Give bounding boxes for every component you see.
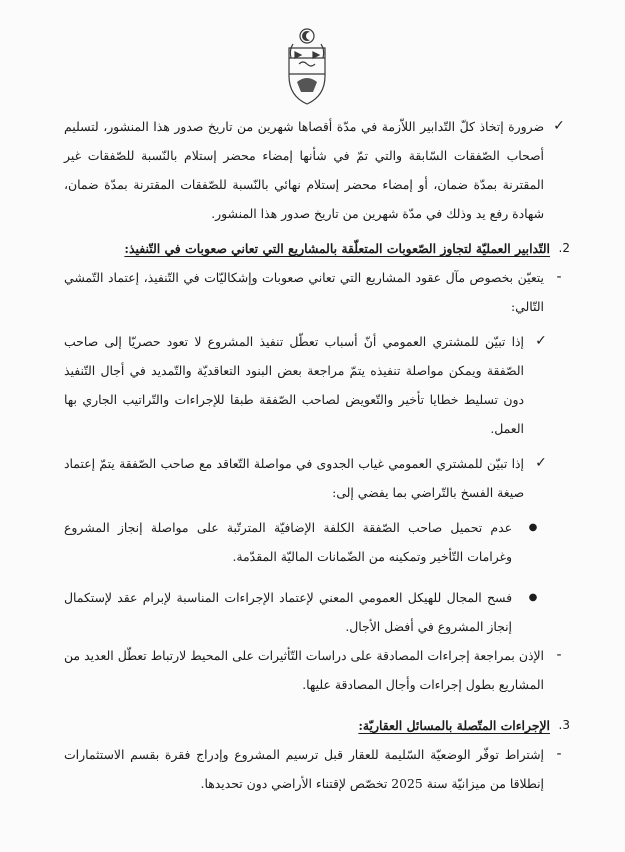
section-heading-2 [64,234,570,263]
section-number: 2. [558,241,570,255]
check-icon: ✓ [535,333,547,349]
item-text: فسح المجال للهيكل العمومي المعني لإعتماد الإجراءات المناسبة لإبرام عقد لإستكمال إنجاز المشروع في أفضل الأجال. [64,590,512,634]
dash-item [64,641,570,699]
dash-icon: - [556,746,562,762]
bullet-icon: ● [528,522,538,533]
item-text: الإذن بمراجعة إجراءات المصادقة على دراسات التّأثيرات على المحيط لارتباط تعطّل العديد من المشاريع بطول إجراءات وأجال المصادقة عليها. [64,648,544,692]
section-heading-3 [64,711,570,740]
check-item [64,449,570,507]
section-number: 3. [558,718,570,732]
bullet-icon: ● [528,592,538,603]
section-title: الإجراءات المتّصلة بالمسائل العقاريّة: [358,718,550,733]
check-icon: ✓ [553,118,565,134]
item-text: يتعيّن بخصوص مآل عقود المشاريع التي تعاني صعوبات وإشكاليّات في التّنفيذ، إعتماد التّمشي التّالي: [64,270,544,314]
check-item [64,327,570,443]
dash-item [64,740,570,798]
item-text: إذا تبيّن للمشتري العمومي غياب الجدوى في مواصلة التّعاقد مع صاحب الصّفقة يتمّ إعتماد صيغة الفسخ بالتّراضي بما يفضي إلى: [64,456,524,500]
dash-icon: - [556,647,562,663]
bullet-item [64,513,570,571]
check-icon: ✓ [535,455,547,471]
dash-icon: - [556,269,562,285]
item-text: عدم تحميل صاحب الصّفقة الكلفة الإضافيّة المترتّبة على مواصلة إنجاز المشروع وغرامات التّأخير وتمكينه من الضّمانات الماليّة المقدّمة. [64,520,512,564]
item-text: إذا تبيّن للمشتري العمومي أنّ أسباب تعطّل تنفيذ المشروع لا تعود حصريّا إلى صاحب الصّفقة ويمكن مواصلة تنفيذه يتمّ مراجعة بعض البنود التعاقديّة والتّمديد في أجال التّنفيذ دون تسليط خطايا تأخير والتّعويض لصاحب الصّفقة طبقا للإجراءات والتّراتيب الجاري بها العمل. [64,334,524,436]
bullet-item [64,583,570,641]
section-title: التّدابير العمليّة لتجاوز الصّعوبات المتعلّقة بالمشاريع التي تعاني صعوبات في التّنفيذ: [124,241,550,256]
circular-body [64,112,570,798]
item-text: ضرورة إتخاذ كلّ التّدابير اللاّزمة في مدّة أقصاها شهرين من تاريخ صدور هذا المنشور، لتسليم أصحاب الصّفقات السّابقة والتي تمّ في شأنها إمضاء محضر إستلام بالنّسبة للصّفقات غير المقترنة بمدّة ضمان، أو إمضاء محضر إستلام نهائي بالنّسبة للصّفقات المقترنة بمدّة ضمان، شهادة رفع يد وذلك في مدّة شهرين من تاريخ صدور هذا المنشور. [64,119,544,221]
check-item [64,112,570,228]
tunisia-coat-of-arms-icon [283,24,331,108]
item-text: إشتراط توفّر الوضعيّة السّليمة للعقار قبل ترسيم المشروع وإدراج فقرة بقسم الاستثمارات إنطلاقا من ميزانيّة سنة 2025 تخصّص لإقتناء الأراضي دون تحديدها. [64,747,544,791]
dash-item [64,263,570,321]
